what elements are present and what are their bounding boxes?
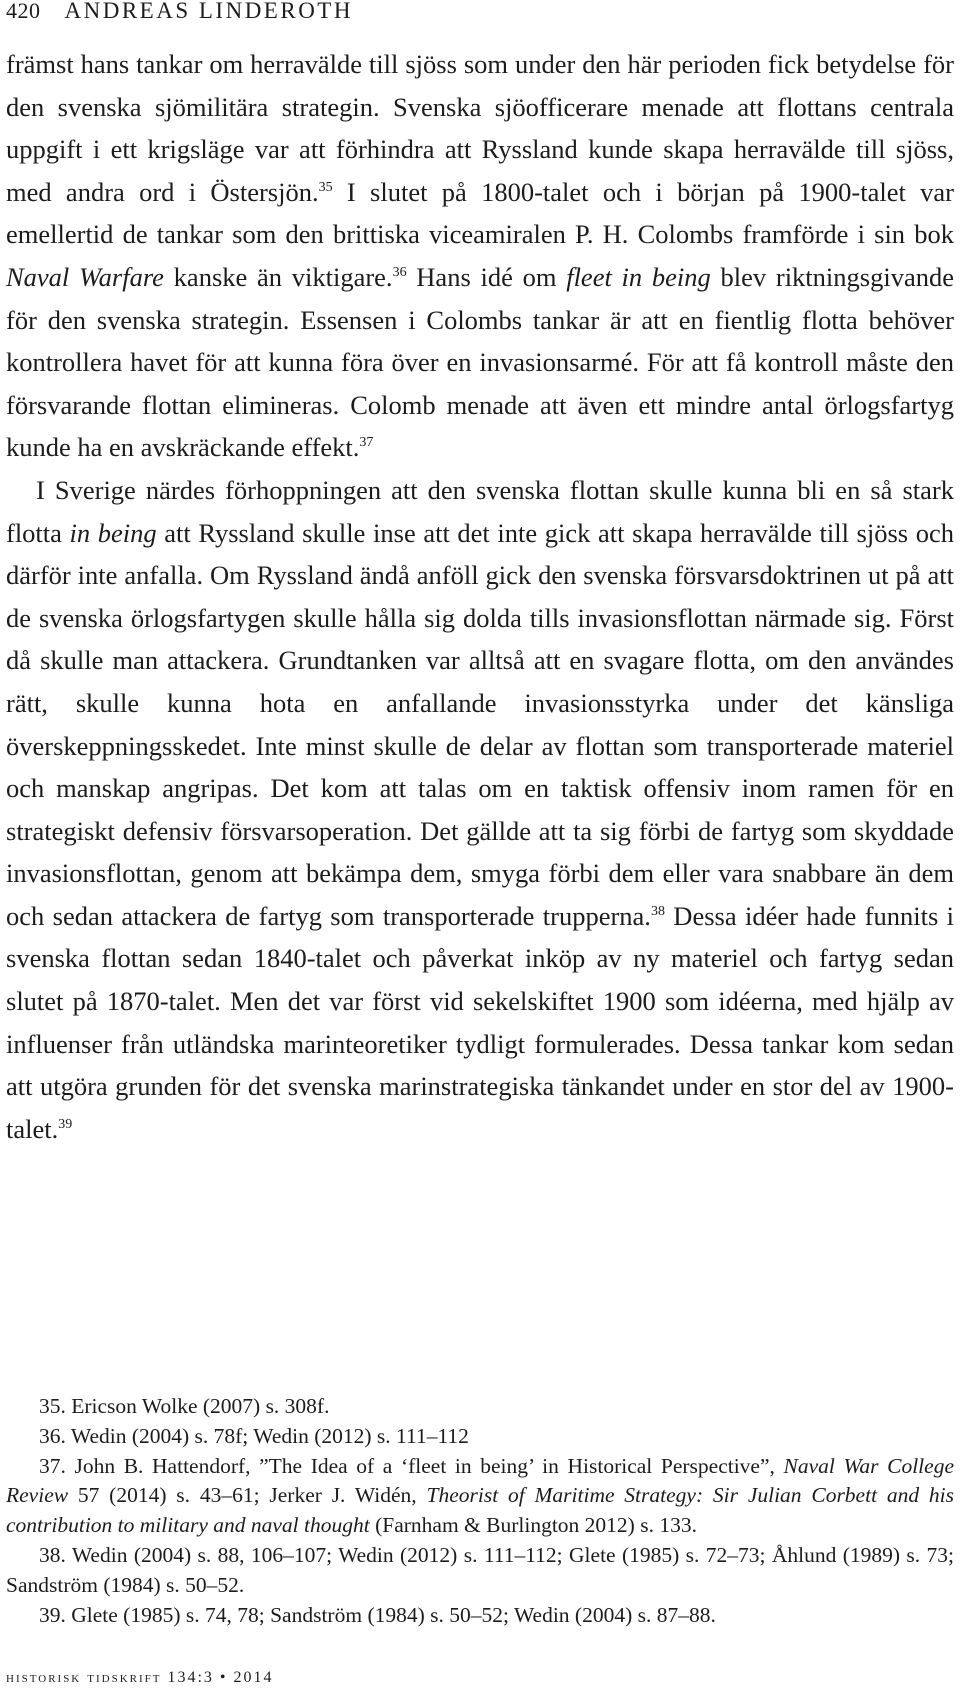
footnote-39 [6,1601,954,1631]
footnote-ref-35[interactable]: 35 [318,179,333,195]
footnotes [6,1392,954,1630]
footnote-number: 37. [39,1453,66,1478]
footnote-number: 36. [39,1423,66,1448]
running-header [6,0,353,28]
footnote-text: 57 (2014) s. 43–61; Jerker J. Widén, [68,1483,427,1508]
body-text [6,43,954,1150]
footnote-text: Wedin (2004) s. 88, 106–107; Wedin (2012) s. 111–112; Glete (1985) s. 72–73; Åhlund (1989) s. 73; Sandström (1984) s. 50–52. [6,1542,954,1597]
paragraph-2 [6,469,954,1151]
book-title: Theorist of Maritime Strategy: Sir Julian Corbett and his contribution to military and naval thought [6,1483,954,1538]
footnote-36 [6,1422,954,1452]
footnote-number: 35. [39,1394,66,1418]
text-run: I slutet på 1800-talet och i början på 1900-talet var emellertid de tankar som den brittiska viceamiralen P. H. Colombs framförde i sin bok [6,176,954,250]
footnote-text: Ericson Wolke (2007) s. 308f. [71,1394,330,1418]
footnote-text: John B. Hattendorf, ”The Idea of a ‘fleet in being’ in Historical Perspective”, [74,1453,784,1478]
footnote-ref-39[interactable]: 39 [58,1116,73,1132]
footnote-ref-36[interactable]: 36 [392,264,407,280]
footnote-text: (Farnham & Burlington 2012) s. 133. [369,1513,697,1538]
footnote-number: 38. [39,1542,66,1567]
journal-name: historisk tidskrift 134:3 [6,1669,214,1686]
text-run: kanske än viktigare. [163,261,393,292]
text-run: blev riktningsgivande för den svenska strategin. Essensen i Colombs tankar är att en fientlig flotta behöver kontrollera havet för att kunna föra över en invasionsarmé. För att få kontroll måste den försvarande flottan elimineras. Colomb menade att även ett mindre antal örlogsfartyg kunde ha en avskräckande effekt. [6,261,954,463]
text-run: Dessa idéer hade funnits i svenska flottan sedan 1840-talet och påverkat inköp av ny materiel och fartyg sedan slutet på 1870-talet. Men det var först vid sekelskiftet 1900 som idéerna, med hjälp av influenser från utländska marinteoretiker tydligt formulerades. Dessa tankar kom sedan att utgöra grunden för det svenska marinstrategiska tänkandet under en stor del av 1900-talet. [6,900,955,1144]
running-head-author: ANDREAS LINDEROTH [64,0,353,23]
footnote-text: Glete (1985) s. 74, 78; Sandström (1984) s. 50–52; Wedin (2004) s. 87–88. [71,1602,716,1627]
footnote-38 [6,1541,954,1601]
footnote-ref-37[interactable]: 37 [359,435,374,451]
journal-title: Naval War College Review [6,1453,954,1508]
footer-bullet: • [219,1669,228,1686]
footer-year: 2014 [233,1669,274,1686]
page-number: 420 [6,0,41,23]
text-run: Hans idé om [406,261,567,292]
text-run: att Ryssland skulle inse att det inte gick att skapa herravälde till sjöss och därför inte anfalla. Om Ryssland ändå anföll gick den svenska försvarsdoktrinen ut på att de svenska örlogsfartygen skulle hålla sig dolda tills invasionsflottan närmade sig. Först då skulle man attackera. Grundtanken var alltså att en svagare flotta, om den användes rätt, skulle kunna hota en anfallande invasionsstyrka under det känsliga överskeppningsskedet. Inte minst skulle de delar av flottan som transporterade materiel och manskap angripas. Det kom att talas om en taktisk offensiv inom ramen för en strategiskt defensiv försvarsoperation. Det gällde att ta sig förbi de fartyg som skyddade invasionsflottan, genom att bekämpa dem, smyga förbi dem eller vara snabbare än dem och sedan attackera de fartyg som transporterade trupperna. [6,517,954,931]
footnote-number: 39. [39,1602,66,1627]
italic-term: fleet in being [566,261,711,292]
running-footer [6,1669,274,1687]
text-run: I Sverige närdes förhoppningen att den svenska flottan skulle kunna bli en så stark flotta [6,474,954,548]
footnote-35 [6,1392,954,1422]
paragraph-1 [6,43,954,469]
footnote-text: Wedin (2004) s. 78f; Wedin (2012) s. 111–112 [70,1423,469,1448]
italic-term: in being [69,517,157,548]
text-run: främst hans tankar om herravälde till sjöss som under den här perioden fick betydelse för den svenska sjömilitära strategin. Svenska sjöofficerare menade att flottans centrala uppgift i ett krigsläge var att förhindra att Ryssland kunde skapa herravälde till sjöss, med andra ord i Östersjön. [6,49,954,207]
book-title: Naval Warfare [6,261,164,292]
footnote-ref-38[interactable]: 38 [650,903,665,919]
footnote-37 [6,1452,954,1541]
